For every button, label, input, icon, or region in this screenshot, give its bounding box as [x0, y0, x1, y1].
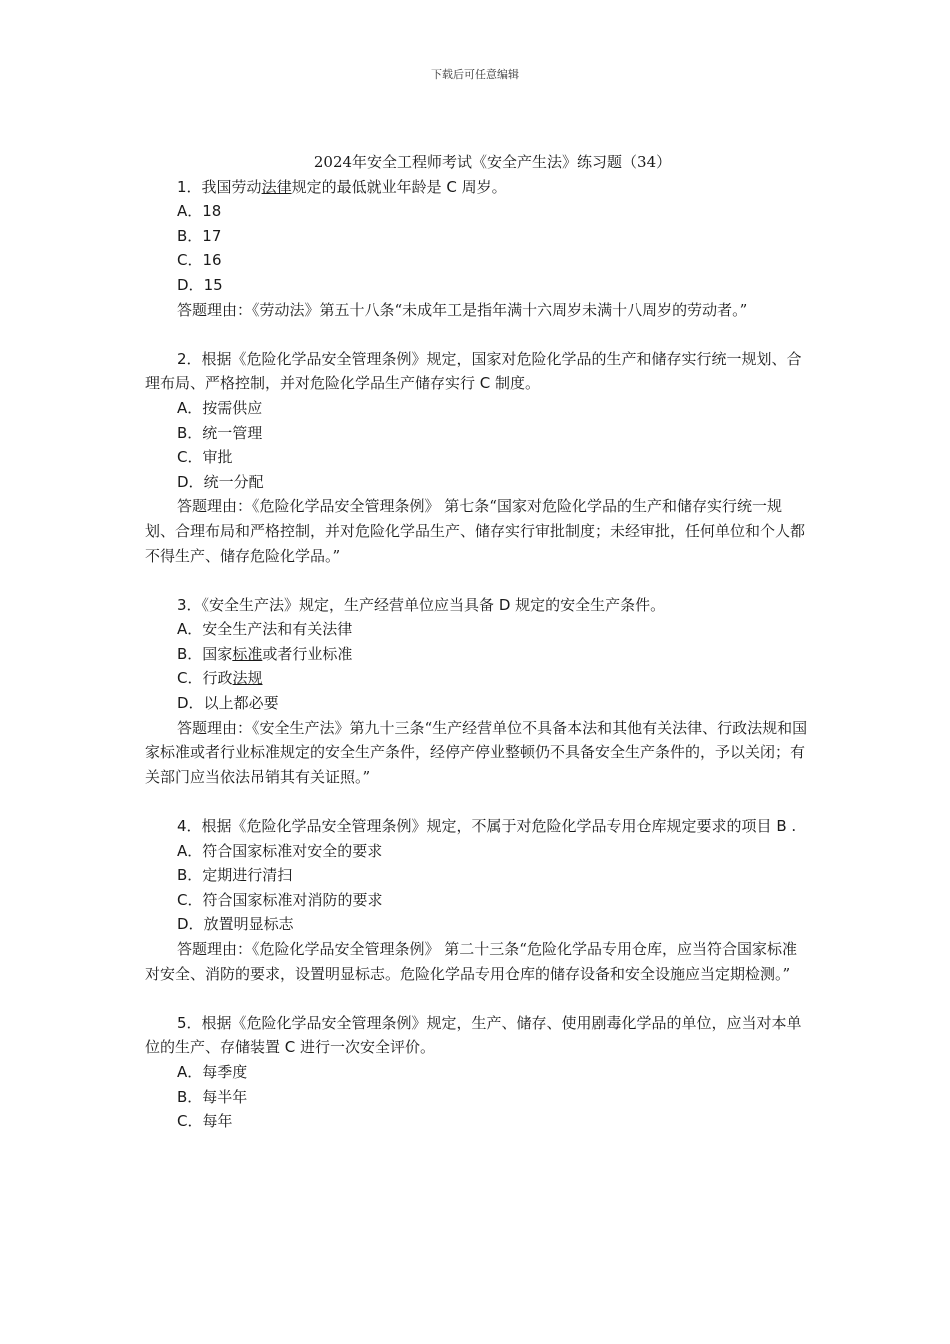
spacer [145, 986, 810, 1011]
link-regulation[interactable]: 法规 [232, 669, 263, 688]
question-2: 2．根据《危险化学品安全管理条例》规定，国家对危险化学品的生产和储存实行统一规划、合理布局、严格控制，并对危险化学品生产储存实行 C 制度。 [145, 349, 802, 393]
answer-letter: D [498, 595, 511, 614]
answer-letter: B [776, 817, 787, 836]
q1-option-d: D．15 [177, 275, 223, 294]
header-note: 下载后可任意编辑 [431, 68, 519, 81]
q4-option-d: D．放置明显标志 [177, 915, 294, 934]
q2-option-d: D．统一分配 [177, 472, 264, 491]
q1-reason: 答题理由：《劳动法》第五十八条“未成年工是指年满十六周岁未满十八周岁的劳动者。” [177, 300, 748, 319]
link-standard[interactable]: 标准 [232, 644, 263, 663]
document-title: 2024年安全工程师考试《安全产生法》练习题（34） [313, 153, 672, 171]
q2-option-b: B．统一管理 [177, 423, 263, 442]
q1-option-c: C．16 [177, 251, 222, 270]
document-body [145, 150, 810, 1134]
q3-reason: 答题理由：《安全生产法》第九十三条“生产经营单位不具备本法和其他有关法律、行政法规和国家标准或者行业标准规定的安全生产条件，经停产停业整顿仍不具备安全生产条件的，予以关闭；有关部门应当依法吊销其有关证照。” [145, 718, 808, 786]
q2-option-c: C．审批 [177, 448, 233, 467]
q3-option-b: B．国家标准或者行业标准 [177, 644, 353, 663]
q1-option-a: A．18 [177, 202, 222, 221]
q5-option-a: A．每季度 [177, 1062, 248, 1081]
spacer [145, 568, 810, 593]
q3-option-d: D．以上都必要 [177, 694, 279, 713]
question-4: 4．根据《危险化学品安全管理条例》规定，不属于对危险化学品专用仓库规定要求的项目 B . [177, 817, 797, 836]
q3-option-c: C．行政法规 [177, 669, 263, 688]
spacer [145, 789, 810, 814]
question-3: 3．《安全生产法》规定，生产经营单位应当具备 D 规定的安全生产条件。 [177, 595, 666, 614]
q5-option-b: B．每半年 [177, 1087, 248, 1106]
answer-letter: C [479, 374, 491, 393]
q4-option-a: A．符合国家标准对安全的要求 [177, 841, 383, 860]
q5-option-c: C．每年 [177, 1112, 233, 1131]
q3-option-a: A．安全生产法和有关法律 [177, 620, 353, 639]
q1-option-b: B．17 [177, 226, 222, 245]
link-law[interactable]: 法律 [261, 177, 292, 196]
q2-option-a: A．按需供应 [177, 398, 263, 417]
q4-reason: 答题理由：《危险化学品安全管理条例》 第二十三条“危险化学品专用仓库，应当符合国家标准对安全、消防的要求，设置明显标志。危险化学品专用仓库的储存设备和安全设施应当定期检测。” [145, 940, 797, 983]
q4-option-b: B．定期进行清扫 [177, 866, 293, 885]
answer-letter: C [446, 177, 457, 196]
answer-letter: C [284, 1038, 296, 1057]
q4-option-c: C．符合国家标准对消防的要求 [177, 890, 383, 909]
spacer [145, 322, 810, 347]
q2-reason: 答题理由：《危险化学品安全管理条例》 第七条“国家对危险化学品的生产和储存实行统一规划、合理布局和严格控制，并对危险化学品生产、储存实行审批制度；未经审批，任何单位和个人都不得生产、储存危险化学品。” [145, 497, 806, 565]
question-1: 1．我国劳动法律规定的最低就业年龄是 C 周岁。 [177, 177, 507, 196]
question-5: 5．根据《危险化学品安全管理条例》规定，生产、储存、使用剧毒化学品的单位，应当对本单位的生产、存储装置 C 进行一次安全评价。 [145, 1013, 802, 1057]
